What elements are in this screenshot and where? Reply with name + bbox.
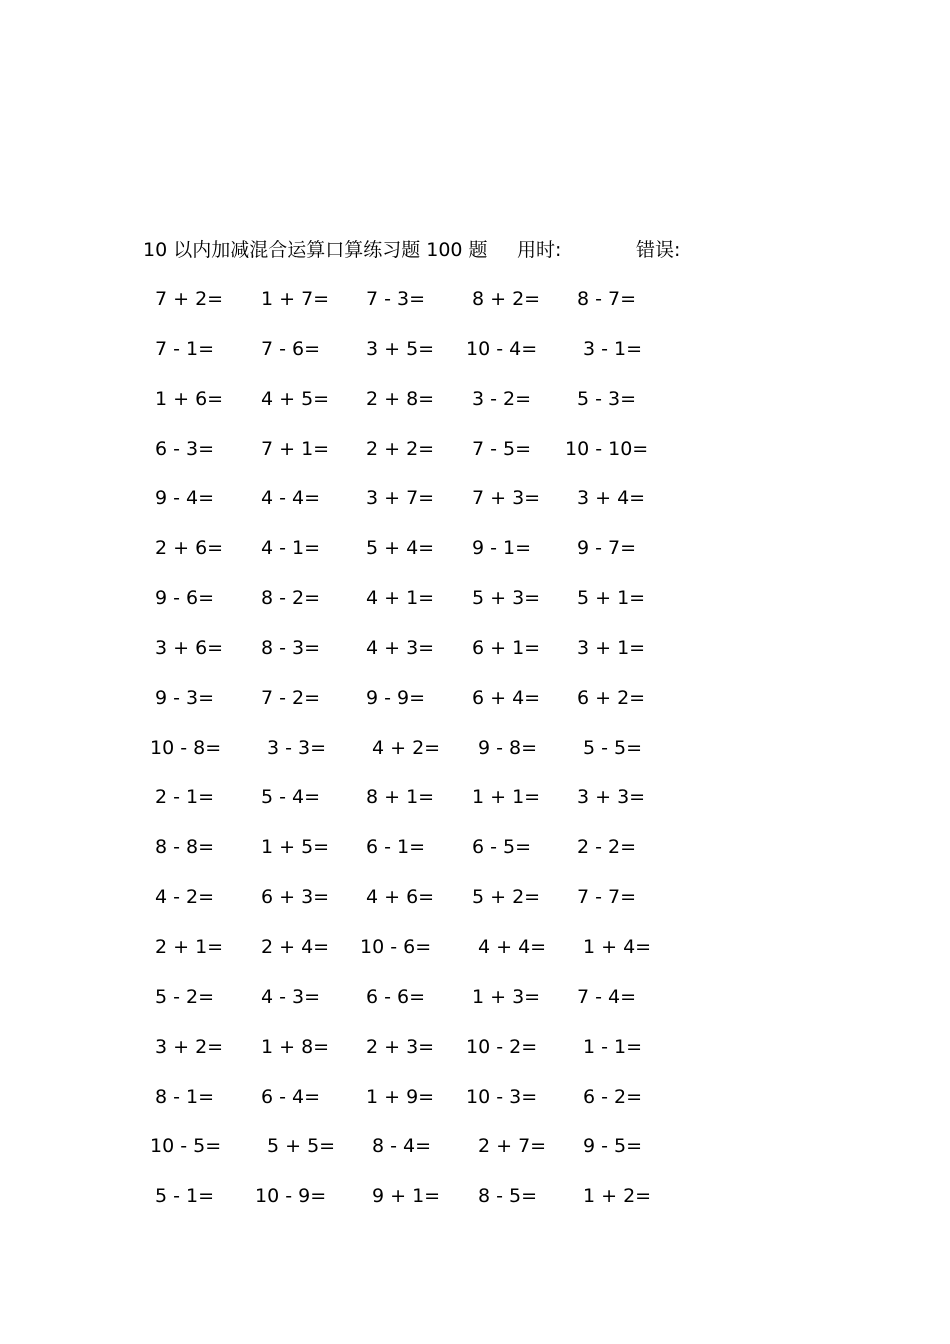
arithmetic-problem: 2 + 1= xyxy=(155,935,224,958)
arithmetic-problem: 1 + 8= xyxy=(261,1035,330,1058)
arithmetic-problem: 10 - 6= xyxy=(360,935,432,958)
arithmetic-problem: 5 + 1= xyxy=(577,587,646,610)
problem-row xyxy=(0,1033,950,1083)
arithmetic-problem: 7 - 2= xyxy=(261,686,321,709)
arithmetic-problem: 3 + 2= xyxy=(155,1035,224,1058)
arithmetic-problem: 3 - 3= xyxy=(267,736,327,759)
arithmetic-problem: 2 - 2= xyxy=(577,836,637,859)
arithmetic-problem: 8 - 1= xyxy=(155,1085,215,1108)
time-used-label: 用时: xyxy=(517,239,562,261)
problem-row xyxy=(0,285,950,335)
problem-row xyxy=(0,435,950,485)
arithmetic-problem: 6 - 3= xyxy=(155,437,215,460)
arithmetic-problem: 8 - 7= xyxy=(577,288,637,310)
arithmetic-problem: 10 - 5= xyxy=(150,1135,222,1158)
arithmetic-problem: 2 + 7= xyxy=(478,1135,547,1158)
arithmetic-problem: 9 - 9= xyxy=(366,686,426,709)
arithmetic-problem: 5 - 4= xyxy=(261,786,321,809)
arithmetic-problem: 8 - 2= xyxy=(261,587,321,610)
arithmetic-problem: 7 - 3= xyxy=(366,288,426,310)
arithmetic-problem: 3 - 2= xyxy=(472,387,532,410)
problem-row xyxy=(0,1132,950,1182)
arithmetic-problem: 4 - 3= xyxy=(261,985,321,1008)
arithmetic-problem: 4 - 2= xyxy=(155,886,215,909)
problem-row xyxy=(0,335,950,385)
arithmetic-problem: 7 - 4= xyxy=(577,985,637,1008)
arithmetic-problem: 2 - 1= xyxy=(155,786,215,809)
arithmetic-problem: 1 - 1= xyxy=(583,1035,643,1058)
arithmetic-problem: 5 - 2= xyxy=(155,985,215,1008)
arithmetic-problem: 10 - 2= xyxy=(466,1035,538,1058)
arithmetic-problem: 5 - 3= xyxy=(577,387,637,410)
arithmetic-problem: 4 + 4= xyxy=(478,935,547,958)
arithmetic-problem: 8 + 1= xyxy=(366,786,435,809)
arithmetic-problem: 10 - 10= xyxy=(565,437,649,460)
problem-row xyxy=(0,634,950,684)
arithmetic-problem: 1 + 2= xyxy=(583,1185,652,1208)
arithmetic-problem: 10 - 9= xyxy=(255,1185,327,1208)
arithmetic-problem: 9 - 7= xyxy=(577,537,637,560)
error-count-label: 错误: xyxy=(636,239,681,261)
arithmetic-problem: 9 - 4= xyxy=(155,487,215,510)
arithmetic-problem: 1 + 6= xyxy=(155,387,224,410)
arithmetic-problem: 5 + 5= xyxy=(267,1135,336,1158)
arithmetic-problem: 6 + 3= xyxy=(261,886,330,909)
arithmetic-problem: 6 - 1= xyxy=(366,836,426,859)
problem-row xyxy=(0,534,950,584)
arithmetic-problem: 8 - 5= xyxy=(478,1185,538,1208)
problem-row xyxy=(0,883,950,933)
arithmetic-problem: 8 - 8= xyxy=(155,836,215,859)
arithmetic-problem: 9 - 3= xyxy=(155,686,215,709)
arithmetic-problem: 4 + 3= xyxy=(366,636,435,659)
arithmetic-problem: 7 - 7= xyxy=(577,886,637,909)
worksheet-title: 10 以内加减混合运算口算练习题 100 题 xyxy=(143,239,488,261)
arithmetic-problem: 3 - 1= xyxy=(583,337,643,360)
arithmetic-problem: 8 + 2= xyxy=(472,288,541,310)
arithmetic-problem: 10 - 4= xyxy=(466,337,538,360)
arithmetic-problem: 1 + 3= xyxy=(472,985,541,1008)
arithmetic-problem: 2 + 8= xyxy=(366,387,435,410)
arithmetic-problem: 1 + 5= xyxy=(261,836,330,859)
arithmetic-problem: 5 - 5= xyxy=(583,736,643,759)
arithmetic-problem: 1 + 9= xyxy=(366,1085,435,1108)
arithmetic-problem: 6 + 4= xyxy=(472,686,541,709)
arithmetic-problem: 4 - 4= xyxy=(261,487,321,510)
arithmetic-problem: 3 + 3= xyxy=(577,786,646,809)
arithmetic-problem: 9 - 6= xyxy=(155,587,215,610)
problem-row xyxy=(0,584,950,634)
arithmetic-problem: 9 - 1= xyxy=(472,537,532,560)
arithmetic-problem: 7 - 5= xyxy=(472,437,532,460)
arithmetic-problem: 6 - 6= xyxy=(366,985,426,1008)
problem-row xyxy=(0,385,950,435)
arithmetic-problem: 1 + 1= xyxy=(472,786,541,809)
arithmetic-problem: 9 + 1= xyxy=(372,1185,441,1208)
worksheet-header xyxy=(143,236,843,264)
arithmetic-problem: 5 + 4= xyxy=(366,537,435,560)
arithmetic-problem: 9 - 5= xyxy=(583,1135,643,1158)
arithmetic-problem: 4 + 5= xyxy=(261,387,330,410)
arithmetic-problem: 8 - 4= xyxy=(372,1135,432,1158)
arithmetic-problem: 2 + 4= xyxy=(261,935,330,958)
problem-row xyxy=(0,484,950,534)
problem-row xyxy=(0,783,950,833)
arithmetic-problem: 2 + 2= xyxy=(366,437,435,460)
arithmetic-problem: 7 - 1= xyxy=(155,337,215,360)
arithmetic-problem: 6 + 1= xyxy=(472,636,541,659)
arithmetic-problem: 7 - 6= xyxy=(261,337,321,360)
problem-row xyxy=(0,684,950,734)
arithmetic-problem: 7 + 1= xyxy=(261,437,330,460)
arithmetic-problem: 2 + 3= xyxy=(366,1035,435,1058)
arithmetic-problem: 6 - 5= xyxy=(472,836,532,859)
arithmetic-problem: 3 + 6= xyxy=(155,636,224,659)
arithmetic-problem: 3 + 5= xyxy=(366,337,435,360)
arithmetic-problem: 5 - 1= xyxy=(155,1185,215,1208)
arithmetic-problem: 3 + 7= xyxy=(366,487,435,510)
arithmetic-problem: 10 - 3= xyxy=(466,1085,538,1108)
arithmetic-problem: 6 - 2= xyxy=(583,1085,643,1108)
arithmetic-problem: 1 + 7= xyxy=(261,288,330,310)
arithmetic-problem: 8 - 3= xyxy=(261,636,321,659)
arithmetic-problem: 9 - 8= xyxy=(478,736,538,759)
arithmetic-problem: 7 + 2= xyxy=(155,288,224,310)
arithmetic-problem: 5 + 3= xyxy=(472,587,541,610)
arithmetic-problem: 4 + 1= xyxy=(366,587,435,610)
arithmetic-problem: 4 + 6= xyxy=(366,886,435,909)
arithmetic-problem: 4 - 1= xyxy=(261,537,321,560)
arithmetic-problem: 4 + 2= xyxy=(372,736,441,759)
arithmetic-problem: 10 - 8= xyxy=(150,736,222,759)
problem-row xyxy=(0,933,950,983)
arithmetic-problem: 6 + 2= xyxy=(577,686,646,709)
arithmetic-problem: 2 + 6= xyxy=(155,537,224,560)
problem-row xyxy=(0,734,950,784)
arithmetic-problem: 7 + 3= xyxy=(472,487,541,510)
problem-row xyxy=(0,1083,950,1133)
arithmetic-problem: 3 + 1= xyxy=(577,636,646,659)
arithmetic-problem: 5 + 2= xyxy=(472,886,541,909)
problem-row xyxy=(0,983,950,1033)
arithmetic-problem: 1 + 4= xyxy=(583,935,652,958)
problem-row xyxy=(0,1182,950,1232)
problem-row xyxy=(0,833,950,883)
problem-grid xyxy=(0,285,950,1232)
arithmetic-problem: 6 - 4= xyxy=(261,1085,321,1108)
arithmetic-problem: 3 + 4= xyxy=(577,487,646,510)
